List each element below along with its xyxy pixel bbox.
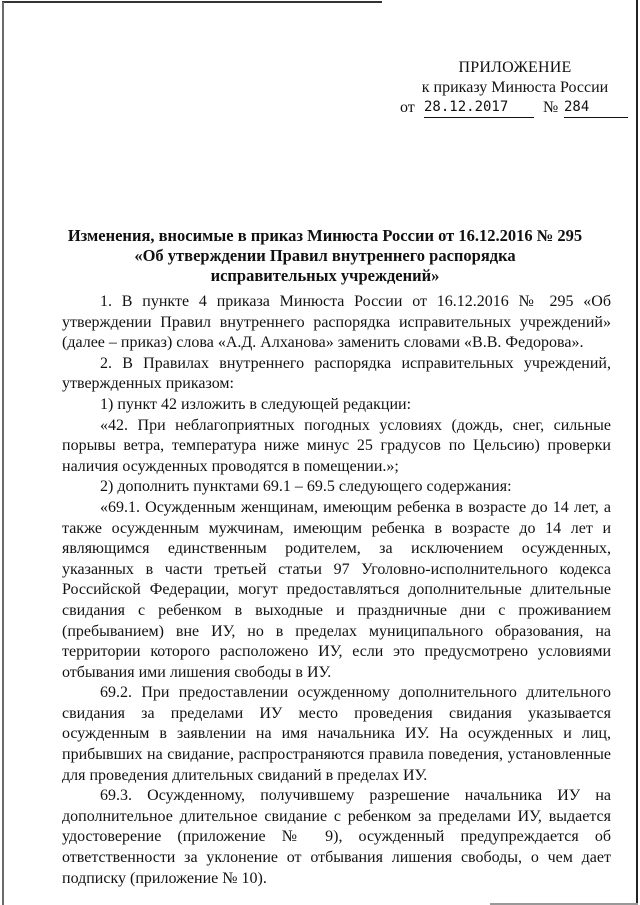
paragraph-item-2: 2. В Правилах внутреннего распорядка исправительных учреждений, утвержденных приказом: xyxy=(62,354,611,393)
paragraph-subitem-1: 1) пункт 42 изложить в следующей редакции: xyxy=(100,395,412,413)
scan-border-right xyxy=(636,0,638,905)
title-line-3: исправительных учреждений» xyxy=(210,266,440,285)
appendix-order-reference: к приказу Минюста России xyxy=(421,79,609,96)
scan-border-top xyxy=(2,1,382,3)
title-line-1: Изменения, вносимые в приказ Минюста России от 16.12.2016 № 295 xyxy=(67,226,583,245)
paragraph-point-42: «42. При неблагоприятных погодных условиях (дождь, снег, сильные порывы ветра, температура ниже минус 25 градусов по Цельсию) проверки наличия осужденных проводятся в помещении.»; xyxy=(62,416,611,475)
title-line-2: «Об утверждении Правил внутреннего распорядка xyxy=(134,246,516,265)
paragraph-point-69-1: «69.1. Осужденным женщинам, имеющим ребенка в возрасте до 14 лет, а также осужденным мужчинам, имеющим ребенка в возрасте до 14 лет и являющимся единственным родителем, за исключением осужденных, указанных в части третьей статьи 97 Уголовно-исполнительного кодекса Российской Федерации, могут предоставляться дополнительные длительные свидания с ребенком в выходные и праздничные дни с проживанием (пребыванием) вне ИУ, но в пределах муниципального образования, на территории которого расположено ИУ, если это предусмотрено условиями отбывания ими лишения свободы в ИУ. xyxy=(62,498,611,681)
appendix-header xyxy=(400,58,630,118)
order-number: 284 xyxy=(564,98,628,118)
date-prefix: от xyxy=(400,99,415,116)
scan-border-left xyxy=(2,2,4,905)
paragraph-point-69-2: 69.2. При предоставлении осужденному дополнительного длительного свидания за пределами ИУ место проведения свидания указывается осужденным в заявлении на имя начальника ИУ. На осужденных и лиц, прибывших на свидание, распространяются правила поведения, установленные для проведения длительных свиданий в пределах ИУ. xyxy=(62,684,611,784)
document-title xyxy=(60,226,590,286)
order-date: 28.12.2017 xyxy=(424,98,534,118)
appendix-date-number xyxy=(400,98,630,118)
paragraph-item-1: 1. В пункте 4 приказа Минюста России от 16.12.2016 № 295 «Об утверждении Правил внутреннего распорядка исправительных учреждений» (далее – приказ) слова «А.Д. Алханова» заменить словами «В.В. Федорова». xyxy=(62,293,611,352)
document-body xyxy=(62,292,611,889)
paragraph-point-69-3: 69.3. Осужденному, получившему разрешение начальника ИУ на дополнительное длительное свидание с ребенком за пределами ИУ, выдается удостоверение (приложение № 9), осужденный предупреждается об ответственности за уклонение от отбывания лишения свободы, о чем дает подписку (приложение № 10). xyxy=(62,787,611,887)
number-prefix: № xyxy=(543,99,559,116)
paragraph-subitem-2: 2) дополнить пунктами 69.1 – 69.5 следующего содержания: xyxy=(100,478,512,496)
appendix-label: ПРИЛОЖЕНИЕ xyxy=(458,59,572,76)
